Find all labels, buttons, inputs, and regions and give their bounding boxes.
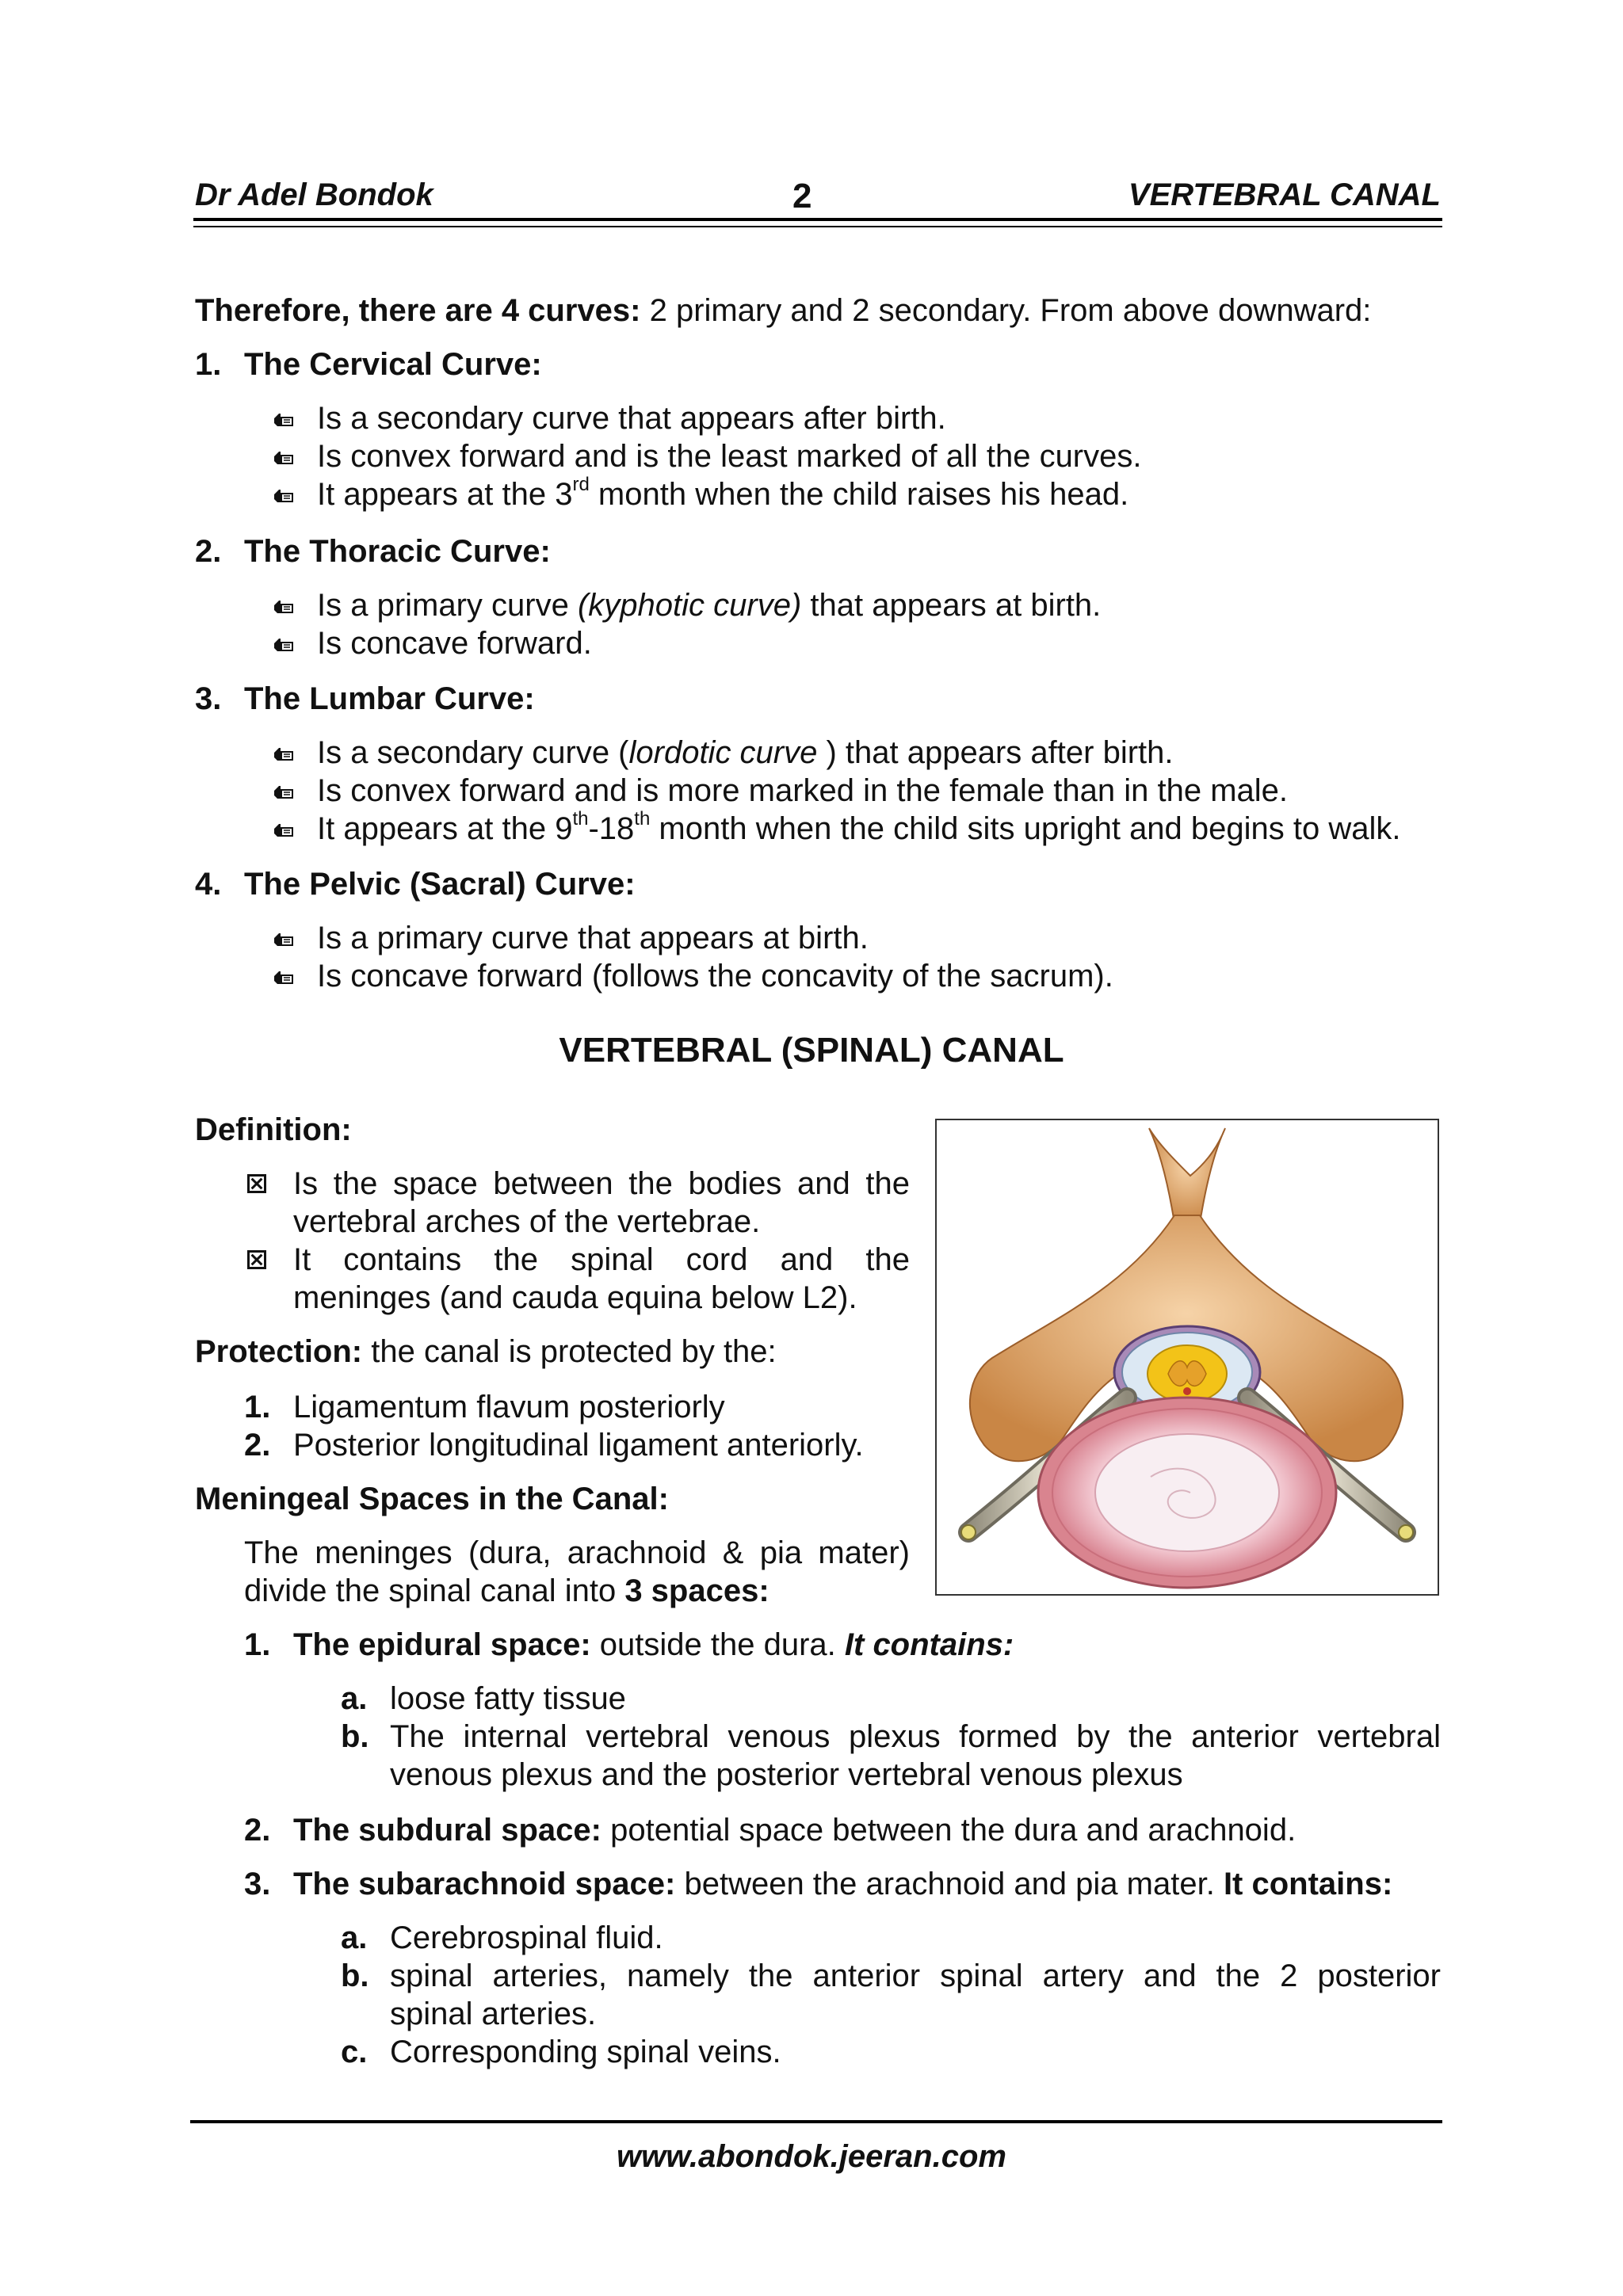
vertebra-illustration	[937, 1120, 1438, 1594]
space-3-line	[293, 1865, 1392, 1903]
curve-1-item-1: Is a secondary curve that appears after birth.	[317, 401, 946, 436]
curve-4-item-2: Is concave forward (follows the concavity of the sacrum).	[317, 959, 1113, 994]
hand-pointer-icon	[273, 783, 296, 800]
protection-item-1: Ligamentum flavum posteriorly	[293, 1390, 725, 1425]
hand-pointer-icon	[273, 821, 296, 838]
space-3-title: The subarachnoid space:	[293, 1867, 676, 1901]
curve-4-item-1: Is a primary curve that appears at birth.	[317, 921, 869, 955]
space-2-rest: potential space between the dura and arachnoid.	[601, 1813, 1296, 1848]
curve-2-num: 2.	[195, 534, 222, 569]
space-1-num: 1.	[244, 1627, 271, 1662]
intro-line	[195, 292, 1371, 330]
hand-pointer-icon	[273, 410, 296, 428]
curve-3-num: 3.	[195, 681, 222, 716]
space-3-item-b-letter: b.	[341, 1958, 369, 1993]
curve-3-item-3: It appears at the 9th-18th month when the child sits upright and begins to walk.	[317, 807, 1401, 846]
space-1-item-a: loose fatty tissue	[390, 1681, 626, 1716]
canal-title: VERTEBRAL (SPINAL) CANAL	[559, 1031, 1064, 1070]
space-2-title: The subdural space:	[293, 1813, 601, 1848]
definition-heading: Definition:	[195, 1112, 352, 1147]
space-3-item-c-letter: c.	[341, 2035, 368, 2069]
definition-item-2-line-2: meninges (and cauda equina below L2).	[293, 1280, 857, 1315]
curve-3-title: The Lumbar Curve:	[244, 681, 535, 716]
protection-num-2: 2.	[244, 1428, 271, 1463]
space-1-item-b-line-2: venous plexus and the posterior vertebral venous plexus	[390, 1757, 1183, 1792]
space-1-rest: outside the dura.	[590, 1627, 845, 1662]
footer-rule	[190, 2120, 1442, 2123]
space-3-item-b-line-1: spinal arteries, namely the anterior spinal artery and the 2 posterior	[390, 1958, 1441, 1993]
header-rule-thin	[193, 226, 1442, 227]
space-3-rest: between the arachnoid and pia mater.	[675, 1867, 1224, 1901]
curve-4-title: The Pelvic (Sacral) Curve:	[244, 867, 636, 902]
header-rule-thick	[193, 218, 1442, 221]
protection-item-2: Posterior longitudinal ligament anteriorly.	[293, 1428, 864, 1463]
header-section: VERTEBRAL CANAL	[1128, 177, 1441, 212]
hand-pointer-icon	[273, 968, 296, 986]
page-number: 2	[792, 177, 812, 215]
space-1-title: The epidural space:	[293, 1627, 591, 1662]
definition-item-2-line-1: It contains the spinal cord and the	[293, 1242, 910, 1277]
protection-rest: the canal is protected by the:	[362, 1334, 777, 1369]
space-3-tail: It contains:	[1223, 1867, 1393, 1901]
space-1-tail: It contains:	[844, 1627, 1014, 1662]
space-3-num: 3.	[244, 1867, 271, 1901]
space-1-item-b-letter: b.	[341, 1719, 369, 1754]
intro-bold: Therefore, there are 4 curves:	[195, 293, 641, 328]
meningeal-line-1: The meninges (dura, arachnoid & pia mater)	[244, 1535, 910, 1570]
footer-url[interactable]: www.abondok.jeeran.com	[617, 2139, 1006, 2174]
meningeal-line-2-pre: divide the spinal canal into	[244, 1573, 625, 1608]
definition-item-1-line-2: vertebral arches of the vertebrae.	[293, 1204, 761, 1239]
curve-2-item-2: Is concave forward.	[317, 626, 592, 661]
definition-item-1-line-1: Is the space between the bodies and the	[293, 1166, 910, 1201]
space-2-line	[293, 1811, 1296, 1849]
space-3-item-c: Corresponding spinal veins.	[390, 2035, 781, 2069]
curve-4-num: 4.	[195, 867, 222, 902]
curve-1-item-3: It appears at the 3rd month when the child raises his head.	[317, 473, 1129, 512]
curve-1-item-2: Is convex forward and is the least marked of all the curves.	[317, 439, 1142, 474]
protection-num-1: 1.	[244, 1390, 271, 1425]
meningeal-heading: Meningeal Spaces in the Canal:	[195, 1482, 669, 1516]
curve-2-title: The Thoracic Curve:	[244, 534, 551, 569]
protection-bold: Protection:	[195, 1334, 363, 1369]
protection-line	[195, 1333, 777, 1371]
space-2-num: 2.	[244, 1813, 271, 1848]
vertebra-cross-section-figure	[935, 1119, 1439, 1596]
checkbox-x-icon	[247, 1250, 266, 1269]
hand-pointer-icon	[273, 486, 296, 504]
space-1-item-a-letter: a.	[341, 1681, 368, 1716]
space-3-item-a: Cerebrospinal fluid.	[390, 1920, 663, 1955]
meningeal-line-2	[244, 1572, 769, 1610]
hand-pointer-icon	[273, 635, 296, 653]
curve-1-num: 1.	[195, 347, 222, 382]
curve-3-item-1: Is a secondary curve (lordotic curve ) that appears after birth.	[317, 735, 1174, 770]
header-author: Dr Adel Bondok	[195, 177, 433, 212]
space-1-line	[293, 1626, 1014, 1664]
intro-rest: 2 primary and 2 secondary. From above downward:	[640, 293, 1372, 328]
meningeal-line-2-bold: 3 spaces:	[624, 1573, 769, 1608]
curve-3-item-2: Is convex forward and is more marked in the female than in the male.	[317, 773, 1289, 808]
hand-pointer-icon	[273, 745, 296, 762]
curve-1-title: The Cervical Curve:	[244, 347, 542, 382]
curve-2-item-1: Is a primary curve (kyphotic curve) that appears at birth.	[317, 588, 1102, 623]
space-3-item-b-line-2: spinal arteries.	[390, 1997, 597, 2031]
hand-pointer-icon	[273, 930, 296, 948]
checkbox-x-icon	[247, 1174, 266, 1193]
hand-pointer-icon	[273, 448, 296, 466]
space-1-item-b-line-1: The internal vertebral venous plexus formed by the anterior vertebral	[390, 1719, 1441, 1754]
space-3-item-a-letter: a.	[341, 1920, 368, 1955]
hand-pointer-icon	[273, 597, 296, 615]
